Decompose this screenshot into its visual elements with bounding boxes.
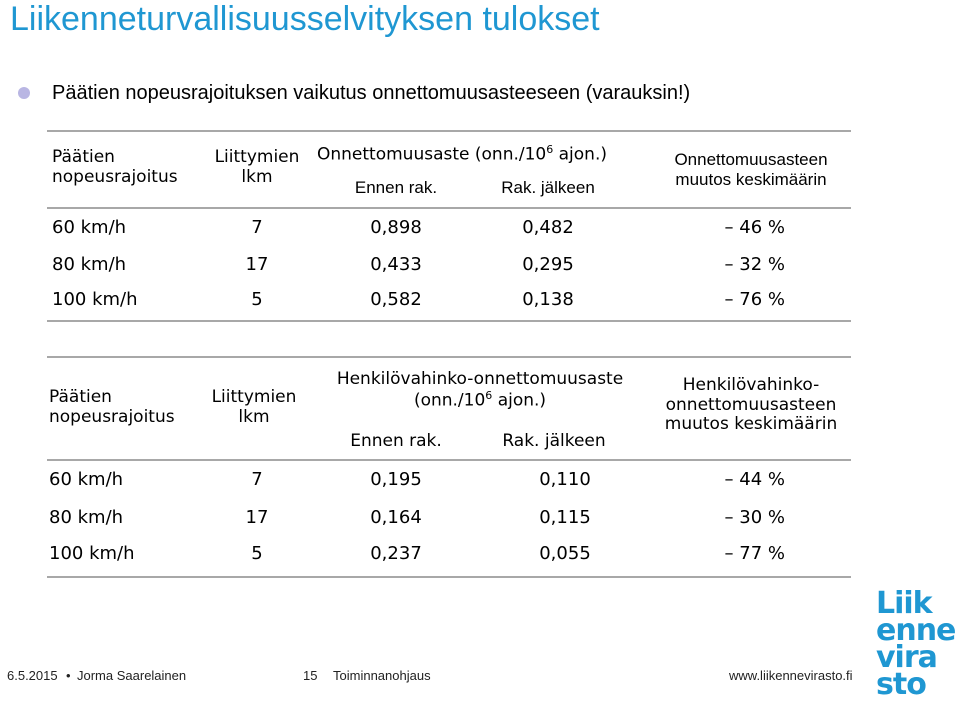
accident-rate-table: Päätien nopeusrajoitus Liittymien lkm Onnettomuusaste ($onn./10^6$ ajon.) Ennen rak. Rak. jälkeen Onnettomuusasteen muutos keskimäärin 60 km/h 7 0,898 0,482 – 46 % 80 km/h 17 0,433 0,295 – 32 % 100 km/h 5 0,582 0,138 – 76 % bbox=[47, 130, 851, 322]
header-before: Ennen rak. bbox=[350, 431, 442, 451]
footer-author: Jorma Saarelainen bbox=[77, 668, 187, 683]
footer-page-number: 15 bbox=[303, 668, 318, 683]
header-count: Liittymien lkm bbox=[214, 147, 300, 187]
header-group: Henkilövahinko-onnettomuusaste ($onn./10^6$ ajon.) bbox=[336, 369, 624, 411]
header-after: Rak. jälkeen bbox=[502, 431, 606, 451]
header-separator bbox=[47, 207, 851, 209]
header-group: Onnettomuusaste ($onn./10^6$ ajon.) bbox=[317, 143, 607, 165]
header-limit: Päätien nopeusrajoitus bbox=[52, 147, 178, 187]
footer-date: 6.5.2015 bbox=[7, 668, 58, 683]
footer-url: www.liikennevirasto.fi bbox=[729, 668, 853, 683]
header-separator bbox=[47, 459, 851, 461]
footer-unit: Toiminnanohjaus bbox=[333, 668, 431, 683]
footer-separator-dot: • bbox=[66, 668, 71, 683]
header-change: Onnettomuusasteen muutos keskimäärin bbox=[674, 150, 828, 189]
bullet-item bbox=[18, 80, 690, 106]
header-after: Rak. jälkeen bbox=[501, 178, 595, 197]
header-count: Liittymien lkm bbox=[211, 387, 297, 427]
header-before: Ennen rak. bbox=[354, 178, 438, 197]
header-limit: Päätien nopeusrajoitus bbox=[49, 387, 175, 427]
liikennevirasto-logo: Liik enne vira sto bbox=[876, 586, 956, 702]
injury-accident-rate-table: Päätien nopeusrajoitus Liittymien lkm Henkilövahinko-onnettomuusaste ($onn./10^6$ ajon.) Ennen rak. Rak. jälkeen Henkilövahinko- onnettomuusasteen muutos keskimäärin 60 km/h 7 0,195 0,110 – 44 % 80 km/h 17 0,164 0,115 – 30 % 100 km/h 5 0,237 0,055 – 77 % bbox=[47, 356, 851, 578]
header-change: Henkilövahinko- onnettomuusasteen muutos keskimäärin bbox=[664, 375, 838, 435]
bullet-dot-icon bbox=[18, 87, 30, 99]
bullet-text: Päätien nopeusrajoituksen vaikutus onnettomuusasteeseen (varauksin!) bbox=[52, 81, 691, 104]
slide-title: Liikenneturvallisuusselvityksen tulokset bbox=[10, 0, 600, 38]
